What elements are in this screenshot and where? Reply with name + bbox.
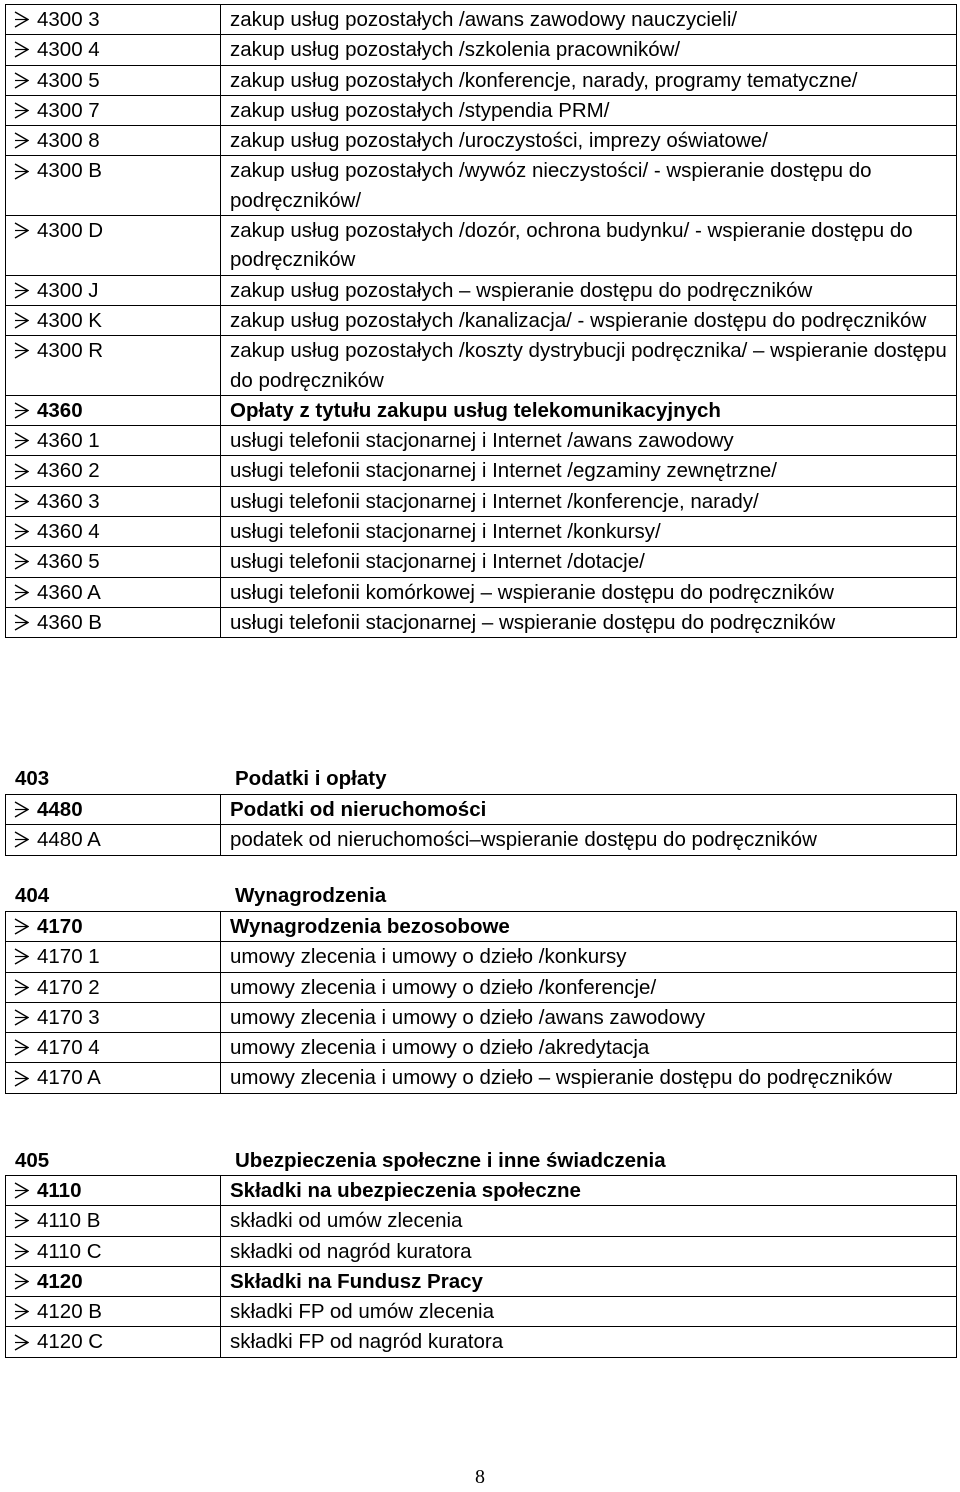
account-code: 4170 3 <box>37 1005 100 1029</box>
table-row <box>6 1176 957 1206</box>
account-code-cell <box>6 547 221 577</box>
bullet-arrow-icon <box>6 396 37 425</box>
account-code-cell <box>6 35 221 65</box>
table-row <box>6 1206 957 1236</box>
account-description: usługi telefonii stacjonarnej i Internet /konferencje, narady/ <box>221 486 957 516</box>
account-code: 4360 <box>37 398 83 422</box>
table-row <box>6 486 957 516</box>
account-description: zakup usług pozostałych – wspieranie dostępu do podręczników <box>221 275 957 305</box>
section-title: Wynagrodzenia <box>235 884 387 907</box>
bullet-arrow-icon <box>6 156 37 185</box>
budget-table-4170 <box>5 911 957 1094</box>
account-code: 4120 C <box>37 1330 104 1354</box>
account-code: 4300 8 <box>37 129 100 153</box>
bullet-arrow-icon <box>6 1063 37 1092</box>
account-code-cell <box>6 216 221 276</box>
account-code: 4480 A <box>37 828 101 852</box>
bullet-arrow-icon <box>6 1206 37 1235</box>
account-description: usługi telefonii stacjonarnej – wspieranie dostępu do podręczników <box>221 607 957 637</box>
bullet-arrow-icon <box>6 216 37 245</box>
table-row <box>6 216 957 276</box>
account-description: umowy zlecenia i umowy o dzieło /konkursy <box>221 942 957 972</box>
bullet-arrow-icon <box>6 912 37 941</box>
account-code-cell <box>6 336 221 396</box>
table-row <box>6 577 957 607</box>
bullet-arrow-icon <box>6 973 37 1002</box>
account-code: 4300 5 <box>37 68 100 92</box>
account-code-cell <box>6 275 221 305</box>
account-description: umowy zlecenia i umowy o dzieło /awans zawodowy <box>221 1002 957 1032</box>
table-row <box>6 35 957 65</box>
table-row <box>6 912 957 942</box>
account-code: 4300 4 <box>37 38 100 62</box>
account-description: usługi telefonii stacjonarnej i Internet /egzaminy zewnętrzne/ <box>221 456 957 486</box>
account-code-cell <box>6 972 221 1002</box>
account-code: 4110 <box>37 1179 82 1202</box>
account-code-cell <box>6 1033 221 1063</box>
bullet-arrow-icon <box>6 487 37 516</box>
table-row <box>6 305 957 335</box>
account-description: składki od umów zlecenia <box>221 1206 957 1236</box>
account-code: 4300 J <box>37 278 99 302</box>
account-code: 4120 B <box>37 1300 102 1324</box>
bullet-arrow-icon <box>6 1297 37 1326</box>
account-description: zakup usług pozostałych /konferencje, narady, programy tematyczne/ <box>221 65 957 95</box>
account-description: zakup usług pozostałych /uroczystości, imprezy oświatowe/ <box>221 126 957 156</box>
account-description: usługi telefonii stacjonarnej i Internet /awans zawodowy <box>221 426 957 456</box>
account-code: 4170 2 <box>37 975 100 999</box>
account-code-cell <box>6 1206 221 1236</box>
bullet-arrow-icon <box>6 1237 37 1266</box>
account-code-cell <box>6 825 221 855</box>
account-code-cell <box>6 517 221 547</box>
account-code: 4360 5 <box>37 550 100 574</box>
account-code-cell <box>6 395 221 425</box>
account-code: 4170 A <box>37 1066 101 1090</box>
table-row <box>6 795 957 825</box>
table-row <box>6 126 957 156</box>
account-description: umowy zlecenia i umowy o dzieło – wspieranie dostępu do podręczników <box>221 1063 957 1093</box>
account-description: zakup usług pozostałych /wywóz nieczystości/ - wspieranie dostępu do podręczników/ <box>221 156 957 216</box>
table-row <box>6 95 957 125</box>
account-code: 4110 C <box>37 1239 102 1263</box>
bullet-arrow-icon <box>6 35 37 64</box>
account-code: 4300 R <box>37 339 104 363</box>
table-row <box>6 1002 957 1032</box>
account-description: Wynagrodzenia bezosobowe <box>221 912 957 942</box>
account-code-cell <box>6 1002 221 1032</box>
bullet-arrow-icon <box>6 336 37 365</box>
account-description: zakup usług pozostałych /dozór, ochrona budynku/ - wspieranie dostępu do podręczników <box>221 216 957 276</box>
account-code-cell <box>6 795 221 825</box>
table-row <box>6 156 957 216</box>
table-row <box>6 1033 957 1063</box>
table-row <box>6 456 957 486</box>
account-description: usługi telefonii komórkowej – wspieranie dostępu do podręczników <box>221 577 957 607</box>
account-code: 4300 B <box>37 159 102 183</box>
account-code-cell <box>6 577 221 607</box>
table-row <box>6 1266 957 1296</box>
account-code: 4360 A <box>37 580 101 604</box>
bullet-arrow-icon <box>6 795 37 824</box>
section-title: Ubezpieczenia społeczne i inne świadczenia <box>235 1149 666 1172</box>
account-description: składki FP od nagród kuratora <box>221 1327 957 1357</box>
account-code: 4110 B <box>37 1209 101 1233</box>
bullet-arrow-icon <box>6 66 37 95</box>
account-code: 4170 4 <box>37 1036 100 1060</box>
section-number: 405 <box>15 1149 50 1172</box>
bullet-arrow-icon <box>6 942 37 971</box>
account-description: Podatki od nieruchomości <box>221 795 957 825</box>
account-code-cell <box>6 486 221 516</box>
account-code: 4360 2 <box>37 459 100 483</box>
budget-table-4110-4120 <box>5 1175 957 1358</box>
account-code: 4170 1 <box>37 945 100 969</box>
account-code-cell <box>6 1063 221 1093</box>
bullet-arrow-icon <box>6 96 37 125</box>
account-code: 4300 7 <box>37 98 100 122</box>
table-row <box>6 547 957 577</box>
account-code: 4300 D <box>37 219 104 243</box>
account-description: usługi telefonii stacjonarnej i Internet /konkursy/ <box>221 517 957 547</box>
table-row <box>6 336 957 396</box>
section-number: 403 <box>15 767 50 790</box>
table-row <box>6 607 957 637</box>
account-code-cell <box>6 426 221 456</box>
account-description: Opłaty z tytułu zakupu usług telekomunikacyjnych <box>221 395 957 425</box>
bullet-arrow-icon <box>6 126 37 155</box>
account-code-cell <box>6 1176 221 1206</box>
account-code-cell <box>6 156 221 216</box>
table-row <box>6 1236 957 1266</box>
section-header-405 <box>15 1146 955 1175</box>
account-description: zakup usług pozostałych /kanalizacja/ - wspieranie dostępu do podręczników <box>221 305 957 335</box>
account-code-cell <box>6 1297 221 1327</box>
bullet-arrow-icon <box>6 276 37 305</box>
table-row <box>6 1327 957 1357</box>
account-code-cell <box>6 126 221 156</box>
table-row <box>6 65 957 95</box>
bullet-arrow-icon <box>6 1267 37 1296</box>
account-description: podatek od nieruchomości–wspieranie dostępu do podręczników <box>221 825 957 855</box>
account-code: 4360 4 <box>37 520 100 544</box>
account-description: umowy zlecenia i umowy o dzieło /akredytacja <box>221 1033 957 1063</box>
account-code-cell <box>6 95 221 125</box>
table-row <box>6 275 957 305</box>
account-description: zakup usług pozostałych /szkolenia pracowników/ <box>221 35 957 65</box>
account-code-cell <box>6 607 221 637</box>
account-code: 4480 <box>37 798 83 821</box>
table-row <box>6 395 957 425</box>
account-code-cell <box>6 5 221 35</box>
bullet-arrow-icon <box>6 426 37 455</box>
account-code-cell <box>6 1327 221 1357</box>
account-description: Składki na ubezpieczenia społeczne <box>221 1176 957 1206</box>
table-row <box>6 5 957 35</box>
bullet-arrow-icon <box>6 547 37 576</box>
account-code-cell <box>6 305 221 335</box>
account-description: zakup usług pozostałych /stypendia PRM/ <box>221 95 957 125</box>
section-header-403 <box>15 764 955 793</box>
account-description: zakup usług pozostałych /awans zawodowy nauczycieli/ <box>221 5 957 35</box>
bullet-arrow-icon <box>6 306 37 335</box>
account-description: umowy zlecenia i umowy o dzieło /konferencje/ <box>221 972 957 1002</box>
bullet-arrow-icon <box>6 578 37 607</box>
account-description: usługi telefonii stacjonarnej i Internet /dotacje/ <box>221 547 957 577</box>
account-description: Składki na Fundusz Pracy <box>221 1266 957 1296</box>
account-code: 4360 B <box>37 610 102 634</box>
account-code: 4120 <box>37 1269 83 1293</box>
table-row <box>6 942 957 972</box>
section-title: Podatki i opłaty <box>235 767 387 790</box>
account-code: 4360 3 <box>37 489 100 513</box>
bullet-arrow-icon <box>6 825 37 854</box>
bullet-arrow-icon <box>6 1327 37 1356</box>
account-code-cell <box>6 942 221 972</box>
table-row <box>6 1063 957 1093</box>
account-description: zakup usług pozostałych /koszty dystrybucji podręcznika/ – wspieranie dostępu do podręczników <box>221 336 957 396</box>
bullet-arrow-icon <box>6 1003 37 1032</box>
account-code: 4360 1 <box>37 429 100 453</box>
table-row <box>6 426 957 456</box>
account-code-cell <box>6 1236 221 1266</box>
bullet-arrow-icon <box>6 517 37 546</box>
budget-table-4300-4360 <box>5 4 957 638</box>
account-code: 4170 <box>37 915 83 938</box>
section-number: 404 <box>15 884 50 907</box>
page-number: 8 <box>475 1466 485 1488</box>
bullet-arrow-icon <box>6 5 37 34</box>
account-description: składki FP od umów zlecenia <box>221 1297 957 1327</box>
account-code: 4300 3 <box>37 8 100 31</box>
account-code-cell <box>6 65 221 95</box>
table-row <box>6 517 957 547</box>
table-row <box>6 825 957 855</box>
account-description: składki od nagród kuratora <box>221 1236 957 1266</box>
bullet-arrow-icon <box>6 1033 37 1062</box>
account-code-cell <box>6 912 221 942</box>
bullet-arrow-icon <box>6 1176 37 1205</box>
table-row <box>6 972 957 1002</box>
account-code-cell <box>6 1266 221 1296</box>
account-code: 4300 K <box>37 308 102 332</box>
bullet-arrow-icon <box>6 608 37 637</box>
budget-table-4480 <box>5 794 957 856</box>
section-header-404 <box>15 881 955 910</box>
table-row <box>6 1297 957 1327</box>
account-code-cell <box>6 456 221 486</box>
bullet-arrow-icon <box>6 456 37 485</box>
